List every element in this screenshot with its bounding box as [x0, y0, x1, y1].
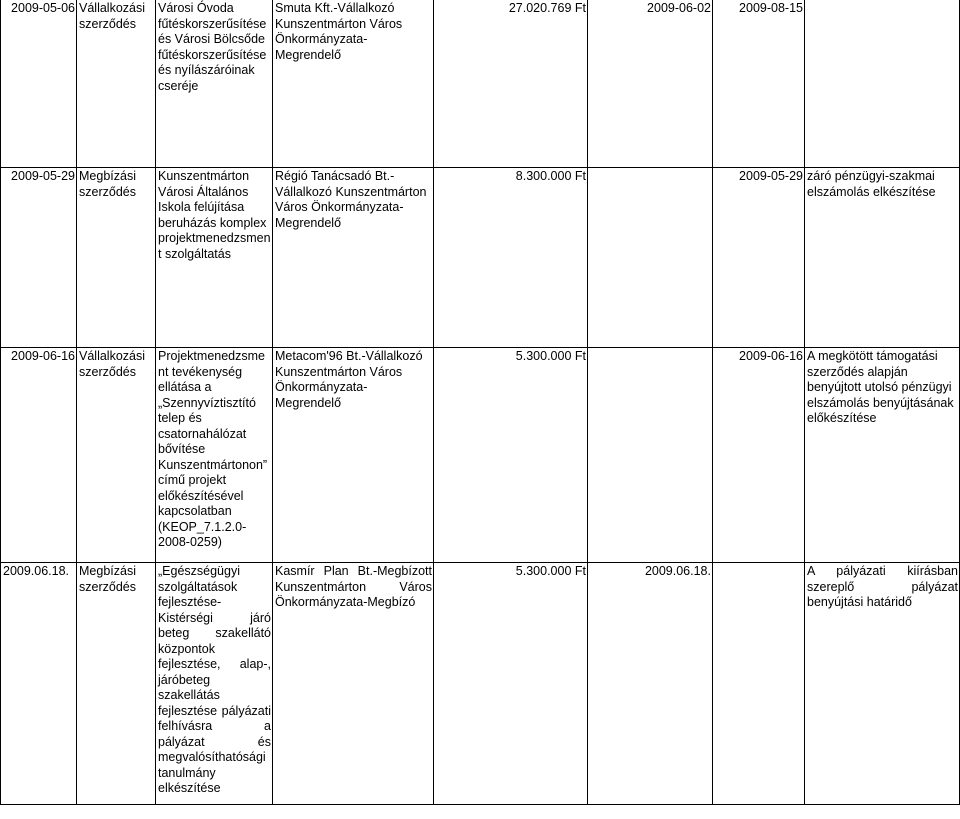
table-row [1, 348, 960, 563]
contract-note-cell [805, 0, 960, 168]
contract-note-cell: A pályázati kiírásban szereplő pályázat benyújtási határidő [805, 563, 960, 805]
contract-amount-cell: 27.020.769 Ft [434, 0, 588, 168]
table-row [1, 168, 960, 348]
contract-start-cell: 2009.06.18. [588, 563, 713, 805]
contract-amount-cell: 8.300.000 Ft [434, 168, 588, 348]
table-row [1, 0, 960, 168]
contract-start-cell [588, 348, 713, 563]
contract-subject-cell: Projektmenedzsment tevékenység ellátása a „Szennyvíztisztító telep és csatornahálózat bővítése Kunszentmártonon” című projekt előkészítésével kapcsolatban (KEOP_7.1.2.0-2008-0259) [156, 348, 273, 563]
contract-amount-cell: 5.300.000 Ft [434, 348, 588, 563]
table-row [1, 563, 960, 805]
contract-date-cell: 2009-05-29 [1, 168, 77, 348]
contract-date-cell: 2009-05-06 [1, 0, 77, 168]
contract-note-cell: A megkötött támogatási szerződés alapján benyújtott utolsó pénzügyi elszámolás benyújtásának előkészítése [805, 348, 960, 563]
contract-subject-cell: Városi Óvoda fűtéskorszerűsítése és Városi Bölcsőde fűtéskorszerűsítése és nyílászáróinak cseréje [156, 0, 273, 168]
contract-subject-cell: „Egészségügyi szolgáltatások fejlesztése-Kistérségi járó beteg szakellátó központok fejlesztése, alap-, járóbeteg szakellátás fejlesztése pályázati felhívásra a pályázat és megvalósíthatósági tanulmány elkészítése [156, 563, 273, 805]
contract-party-cell: Metacom'96 Bt.-Vállalkozó Kunszentmárton Város Önkormányzata-Megrendelő [273, 348, 434, 563]
contract-type-cell: Vállalkozási szerződés [77, 348, 156, 563]
contract-type-cell: Megbízási szerződés [77, 563, 156, 805]
contract-type-cell: Vállalkozási szerződés [77, 0, 156, 168]
contract-amount-cell: 5.300.000 Ft [434, 563, 588, 805]
contract-start-cell [588, 168, 713, 348]
contract-party-cell: Smuta Kft.-Vállalkozó Kunszentmárton Város Önkormányzata-Megrendelő [273, 0, 434, 168]
contract-end-cell: 2009-06-16 [713, 348, 805, 563]
contract-type-cell: Megbízási szerződés [77, 168, 156, 348]
contract-note-cell: záró pénzügyi-szakmai elszámolás elkészítése [805, 168, 960, 348]
contract-date-cell: 2009.06.18. [1, 563, 77, 805]
contract-end-cell [713, 563, 805, 805]
contract-subject-cell: Kunszentmárton Városi Általános Iskola felújítása beruházás komplex projektmenedzsment szolgáltatás [156, 168, 273, 348]
contract-date-cell: 2009-06-16 [1, 348, 77, 563]
contract-party-cell: Régió Tanácsadó Bt.-Vállalkozó Kunszentmárton Város Önkormányzata-Megrendelő [273, 168, 434, 348]
contract-party-cell: Kasmír Plan Bt.-Megbízott Kunszentmárton Város Önkormányzata-Megbízó [273, 563, 434, 805]
contract-end-cell: 2009-08-15 [713, 0, 805, 168]
contract-end-cell: 2009-05-29 [713, 168, 805, 348]
contract-start-cell: 2009-06-02 [588, 0, 713, 168]
